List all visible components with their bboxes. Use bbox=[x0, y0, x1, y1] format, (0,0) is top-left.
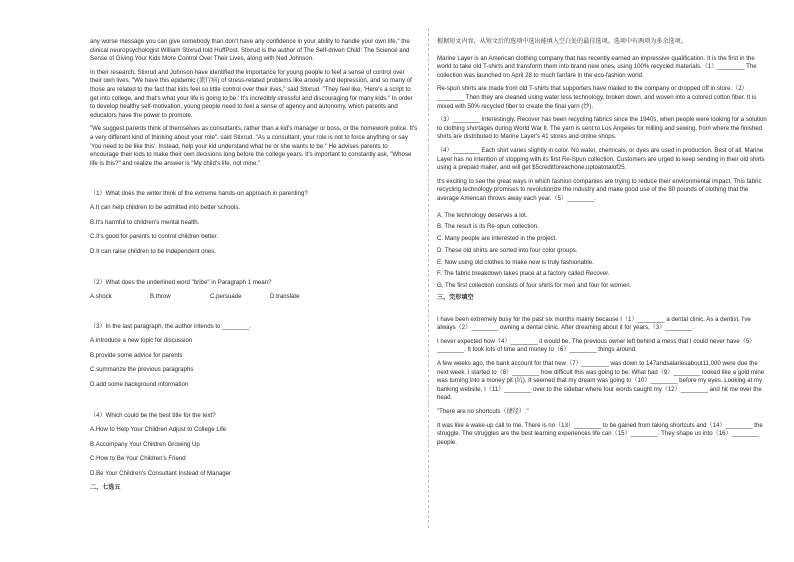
question-1-option-b: B.It's harmful to children's mental health. bbox=[90, 218, 200, 226]
question-3-option-a: A.introduce a new topic for discussion bbox=[90, 337, 193, 345]
question-2-option-a: A.shock bbox=[90, 292, 112, 300]
passage-paragraph-2: Re-spun shirts are made from old T-shirts that supporters have mailed to the company or dropped off in store.（2）________ Then they are cleaned using water less technology, broken down, and woven into a colored cotton fiber. It is mixed with 50% recycled fiber to create the final yarn (纱). bbox=[437, 85, 757, 110]
cloze-paragraph-2: I never expected how（4）________ it would be. The previous owner left behind a mess that I could never have（5）________. It took lots of time and money to（6）________ things around. bbox=[437, 337, 756, 354]
left-column bbox=[90, 38, 418, 498]
question-4: （4）Which could be the best title for the text? bbox=[90, 412, 216, 420]
option-f: F. The fabric breakdown takes place at a factory called Recover. bbox=[437, 270, 610, 278]
column-divider bbox=[428, 28, 429, 528]
question-4-option-a: A.How to Help Your Children Adjust to College Life bbox=[90, 426, 227, 434]
question-4-option-b: B.Accompany Your Children Growing Up bbox=[90, 440, 200, 448]
section-heading-seven-choose-five: 二、七选五 bbox=[90, 484, 121, 492]
question-2-option-b: B.throw bbox=[150, 292, 171, 300]
option-e: E. Now using old clothes to make new is truly fashionable. bbox=[437, 258, 594, 266]
cloze-paragraph-4: "There are no shortcuts（捷径）." bbox=[437, 407, 529, 415]
instruction-text: 根据短文内容，从短文后的选项中选出能填入空白处的最佳选项。选项中有两项为多余选项。 bbox=[437, 38, 687, 45]
question-3-option-c: C.summarize the previous paragraphs bbox=[90, 366, 194, 374]
reading-paragraph-2: In their research, Stixrud and Johnson have identified the importance for young people to feel a sense of control over their own lives. "We have this epidemic (流行病) of stress-related problems like anxiety and depression, and so many of those are related to the fact that kids feel so little control over their lives," said Stixrud. "They feel like, 'Here's a script to get into college, and that's what your life is going to be.' It's incredibly stressful and discouraging for many kids." In order to develop healthy self-motivation, young people need to feel a sense of agency and autonomy, which parents and educators have the power to promote. bbox=[90, 68, 413, 119]
option-d: D. These old shirts are sorted into four color groups. bbox=[437, 246, 578, 254]
right-column bbox=[437, 38, 769, 452]
option-c: C. Many people are interested in the project. bbox=[437, 235, 557, 243]
question-1: （1）What does the writer think of the extreme hands-on approach in parenting? bbox=[90, 190, 308, 198]
question-1-option-a: A.It can help children to be admitted into better schools. bbox=[90, 203, 241, 211]
cloze-paragraph-3: A few weeks ago, the bank account for that new（7）________ was down to 147andsalariesabout11,000 were due the next week. I started to（8）________ how difficult this was going to be. What had（9）________ looked like a gold mine was turning into a money pit (坑). It seemed that my dream was going to（10）________ before my eyes. Looking at my banking website, I（11）________ over to the sidebar where four words caught my（12）________ and hit me over the head. bbox=[437, 359, 765, 402]
passage-paragraph-3: （3）________ Interestingly, Recover has been recycling fabrics since the 1940s, when people were looking for a solution to clothing shortages during World War Ⅱ. The yarn is sent to Los Angeles for milling and sewing, from where the finished shirts are distributed to Marine Layer's 41 stores and online shops. bbox=[437, 116, 767, 141]
question-2: （2）What does the underlined word "bribe" in Paragraph 1 mean? bbox=[90, 279, 272, 287]
question-1-option-d: D.It can raise children to be independent ones. bbox=[90, 247, 217, 255]
cloze-paragraph-5: It was like a wake-up call to me. There is no（13）________ to be gained from taking shortcuts and（14）________ the struggle. The struggles are the best learning experiences life can（15）________. They shape us into（16）________ people. bbox=[437, 421, 763, 446]
passage-paragraph-1: Marine Layer is an American clothing company that has recently earned an impressive qualification. It is the first in the world to take old T-shirts and transform them into brand new ones, using 100% recycled materials.（1）________ The collection was launched on April 28 to much fanfare in the eco-fashion world. bbox=[437, 54, 757, 79]
question-3-option-d: D.add some background information bbox=[90, 380, 189, 388]
question-2-option-c: C.persuade bbox=[210, 292, 242, 300]
question-4-option-d: D.Be Your Children's Consultant Instead of Manager bbox=[90, 469, 232, 477]
reading-paragraph-3: "We suggest parents think of themselves as consultants, rather than a kid's manager or boss, or the homework police. It's a very different kind of thinking about your role", said Stixrud. "As a consultant, your role is not to force anything or say 'You need to be like this'. Instead, help your kid understand what he or she wants to be." He advises parents to encourage their kids to make their own decisions long before the college years. It's important to constantly ask, "Whose life is this?" and realize the answer is "My child's life, not mine." bbox=[90, 125, 418, 167]
passage-paragraph-5: It's exciting to see the great ways in which fashion companies are trying to reduce their environmental impact. This fabric recycling technology promises to revolutionize the industry and make good use of the 80 pounds of clothing that the average American throws away each year.（5）________. bbox=[437, 177, 762, 202]
cloze-paragraph-1: I have been extremely busy for the past six months mainly because I（1）________ a dental clinic. As a dentist, I've always（2）________ owning a dental clinic. After dreaming about it for years,（3）________. bbox=[437, 315, 751, 332]
option-a: A. The technology deserves a lot. bbox=[437, 211, 528, 219]
passage-paragraph-4: （4）________ Each shirt varies slightly in color. No water, chemicals, or dyes are used in production. Best of all, Marine Layer has no intention of stopping with its first Re-Spun collection. Customers are urged to keep sending in their old shirts using a prepaid mailer, and will get $5creditforeachone,uptoatotalof25. bbox=[437, 146, 765, 172]
section-heading-cloze: 三、完形填空 bbox=[437, 293, 474, 301]
question-4-option-c: C.How to Be Your Children's Friend bbox=[90, 455, 186, 463]
question-3-option-b: B.provide some advice for parents bbox=[90, 351, 183, 359]
question-1-option-c: C.It's good for parents to control children better. bbox=[90, 233, 219, 241]
question-2-option-d: D.translate bbox=[270, 292, 300, 300]
option-g: G. The first collection consists of four shirts for men and four for women. bbox=[437, 282, 632, 290]
question-3: （3）In the last paragraph, the author intends to ________. bbox=[90, 323, 251, 331]
option-b: B. The result is its Re-spun collection. bbox=[437, 223, 539, 231]
options-list bbox=[437, 212, 769, 291]
question-2-options bbox=[90, 293, 418, 302]
reading-paragraph-1: any worse message you can give somebody than don't have any confidence in your ability to handle your own life," the clinical neuropsychologist William Stixrud told HuffPost. Stixrud is the author of The Self-driven Child: The Science and Sense of Giving Your Kids More Control Over Their Lives, along with Ned Johnson. bbox=[90, 38, 410, 63]
